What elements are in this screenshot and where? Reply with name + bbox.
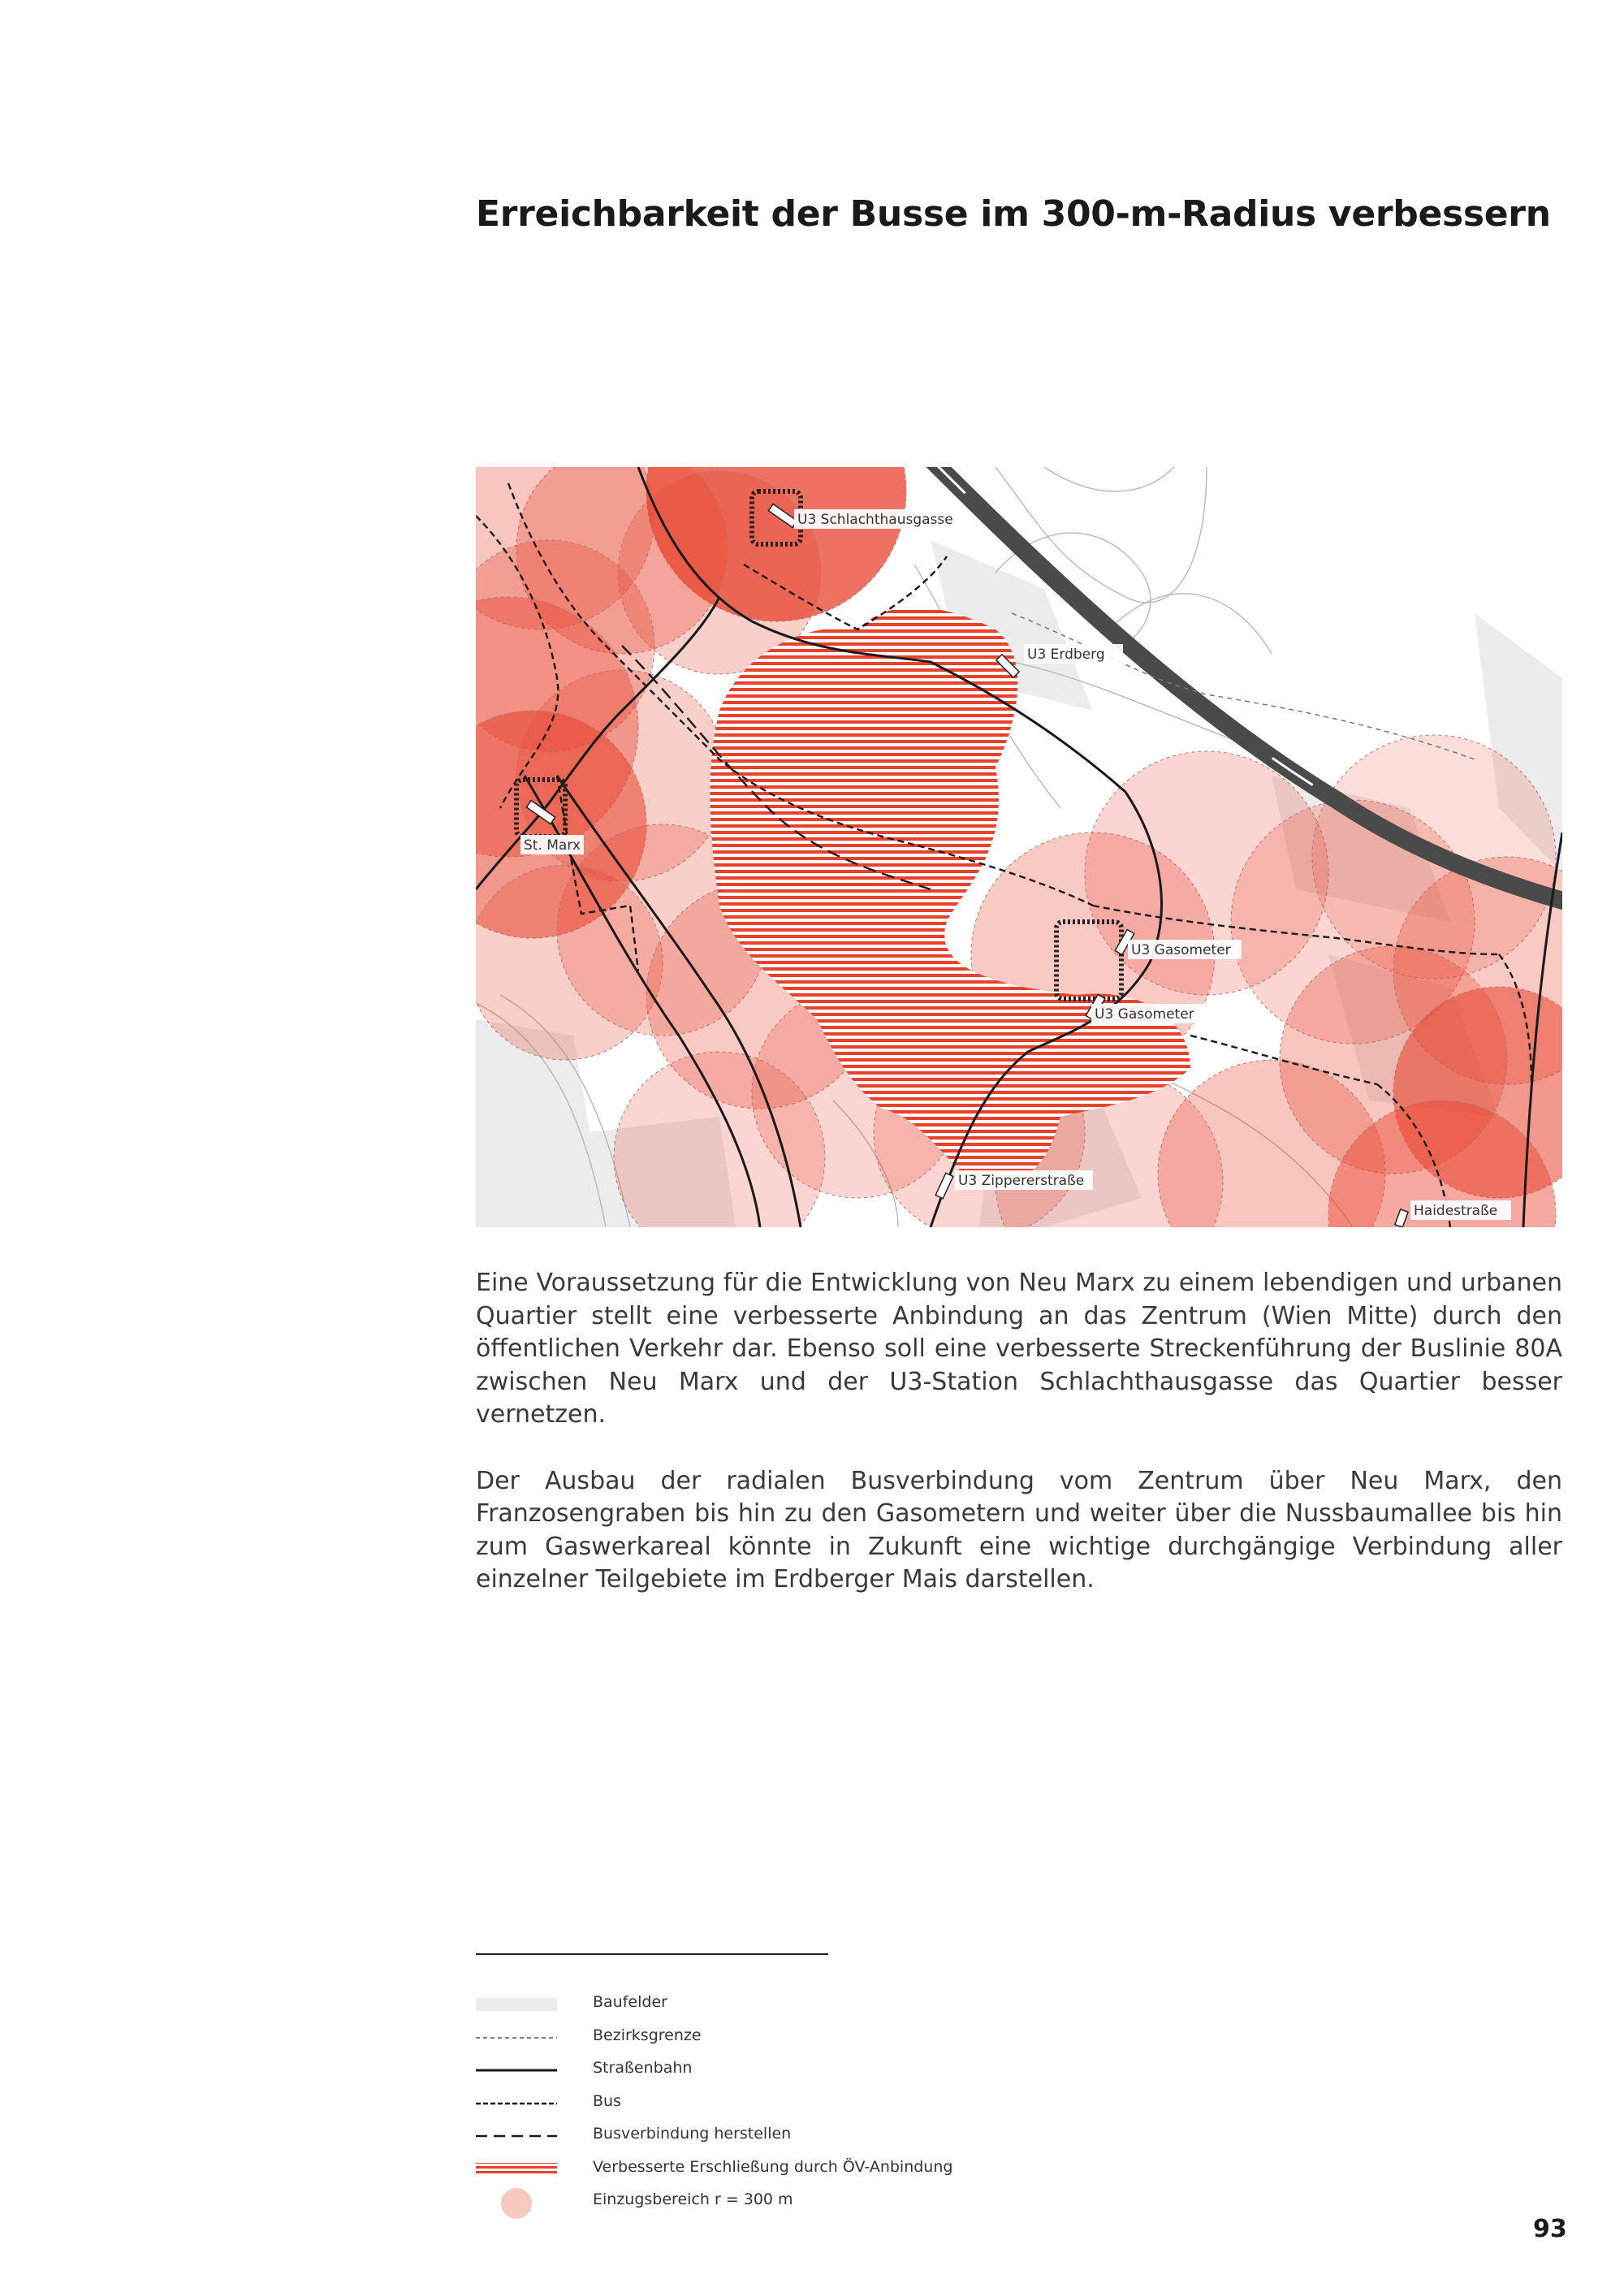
station-label-haidestrasse: Haidestraße [1414,1203,1498,1219]
station-label-st-marx: St. Marx [524,837,581,854]
legend-label-strassenbahn: Straßenbahn [593,2059,693,2077]
transit-map [476,467,1562,1227]
station-label-schlachthausgasse: U3 Schlachthausgasse [797,512,953,528]
body-text [476,1267,1562,1630]
legend-divider [476,1953,828,1955]
paragraph-2: Der Ausbau der radialen Busverbindung vom Zentrum über Neu Marx, den Franzosengraben bis hin zu den Gasometern und weiter über die Nussbaumallee bis hin zum Gaswerkareal könnte in Zukunft eine wichtige durchgängige Verbindung aller einzelner Teilgebiete im Erdberger Mais darstellen. [476,1466,1562,1594]
erschliessung-swatch [476,2161,557,2177]
baufelder-swatch [476,1996,557,2013]
legend-label-baufelder: Baufelder [593,1993,667,2011]
station-label-erdberg: U3 Erdberg [1027,647,1105,663]
page-number: 93 [1533,2215,1567,2243]
legend-label-bezirksgrenze: Bezirksgrenze [593,2026,702,2044]
page-title: Erreichbarkeit der Busse im 300-m-Radius verbessern [476,193,1551,235]
einzugsbereich-swatch [476,2187,557,2220]
station-label-zipperer: U3 Zippererstraße [958,1173,1085,1189]
bezirksgrenze-swatch [476,2030,557,2046]
paragraph-1: Eine Voraussetzung für die Entwicklung von Neu Marx zu einem lebendigen und urbanen Quartier stellt eine verbesserte Anbindung an das Zentrum (Wien Mitte) durch den öffentlichen Verkehr dar. Ebenso soll eine verbesserte Streckenführung der Buslinie 80A zwischen Neu Marx und der U3-Station Schlachthausgasse das Quartier besser vernetzen. [476,1269,1562,1429]
legend-label-erschliessung: Verbesserte Erschließung durch ÖV-Anbindung [593,2157,953,2176]
legend-label-busverbindung: Busverbindung herstellen [593,2125,792,2143]
busverbindung-swatch [476,2128,557,2144]
legend-label-einzugsbereich: Einzugsbereich r = 300 m [593,2190,793,2208]
station-label-gasometer-2: U3 Gasometer [1095,1006,1194,1023]
strassenbahn-swatch [476,2062,557,2078]
bus-swatch [476,2095,557,2112]
station-label-gasometer-1: U3 Gasometer [1131,942,1231,958]
legend-label-bus: Bus [593,2091,621,2110]
